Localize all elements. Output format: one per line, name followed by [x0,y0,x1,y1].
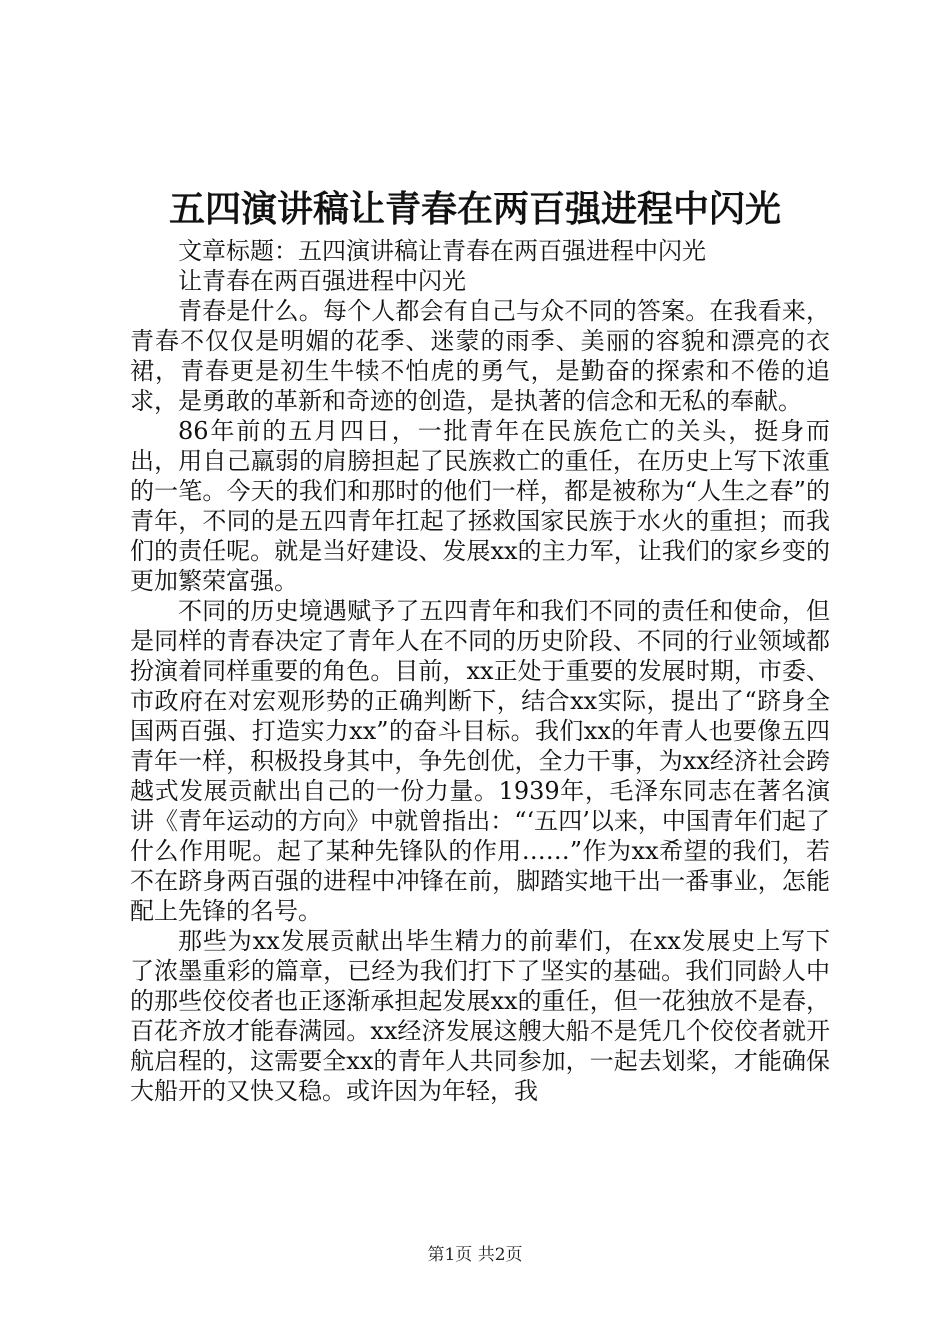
document-title: 五四演讲稿让青春在两百强进程中闪光 [168,188,781,230]
subtitle-line: 让青春在两百强进程中闪光 [178,267,466,295]
page-number-footer: 第1页 共2页 [427,1245,523,1265]
paragraph-responsibility: 不同的历史境遇赋予了五四青年和我们不同的责任和使命，但是同样的青春决定了青年人在不同的历史阶段、不同的行业领域都扮演着同样重要的角色。目前，xx正处于重要的发展时期，市委、市政府在对宏观形势的正确判断下，结合xx实际，提出了“跻身全国两百强、打造实力xx”的奋斗目标。我们xx的年青人也要像五四青年一样，积极投身其中，争先创优，全力干事，为xx经济社会跨越式发展贡献出自己的一份力量。1939年，毛泽东同志在著名演讲《青年运动的方向》中就曾指出：“‘五四’以来，中国青年们起了什么作用呢。起了某种先锋队的作用……”作为xx希望的我们，若不在跻身两百强的进程中冲锋在前，脚踏实地干出一番事业，怎能配上先锋的名号。 [130,597,830,925]
paragraph-may-fourth-history: 86年前的五月四日，一批青年在民族危亡的关头，挺身而出，用自己羸弱的肩膀担起了民族救亡的重任，在历史上写下浓重的一笔。今天的我们和那时的他们一样，都是被称为“人生之春”的青年，不同的是五四青年扛起了拯救国家民族于水火的重担；而我们的责任呢。就是当好建设、发展xx的主力军，让我们的家乡变的更加繁荣富强。 [130,417,830,595]
paragraph-youth-definition: 青春是什么。每个人都会有自己与众不同的答案。在我看来，青春不仅仅是明媚的花季、迷蒙的雨季、美丽的容貌和漂亮的衣裙，青春更是初生牛犊不怕虎的勇气，是勤奋的探索和不倦的追求，是勇敢的革新和奇迹的创造，是执著的信念和无私的奉献。 [130,297,830,415]
document-body [130,236,830,1106]
paragraph-predecessors: 那些为xx发展贡献出毕生精力的前辈们，在xx发展史上写下了浓墨重彩的篇章，已经为我们打下了坚实的基础。我们同龄人中的那些佼佼者也正逐渐承担起发展xx的重任，但一花独放不是春，百花齐放才能春满园。xx经济发展这艘大船不是凭几个佼佼者就开航启程的，这需要全xx的青年人共同参加，一起去划桨，才能确保大船开的又快又稳。或许因为年轻，我 [130,927,830,1105]
article-title-line: 文章标题：五四演讲稿让青春在两百强进程中闪光 [178,237,706,265]
